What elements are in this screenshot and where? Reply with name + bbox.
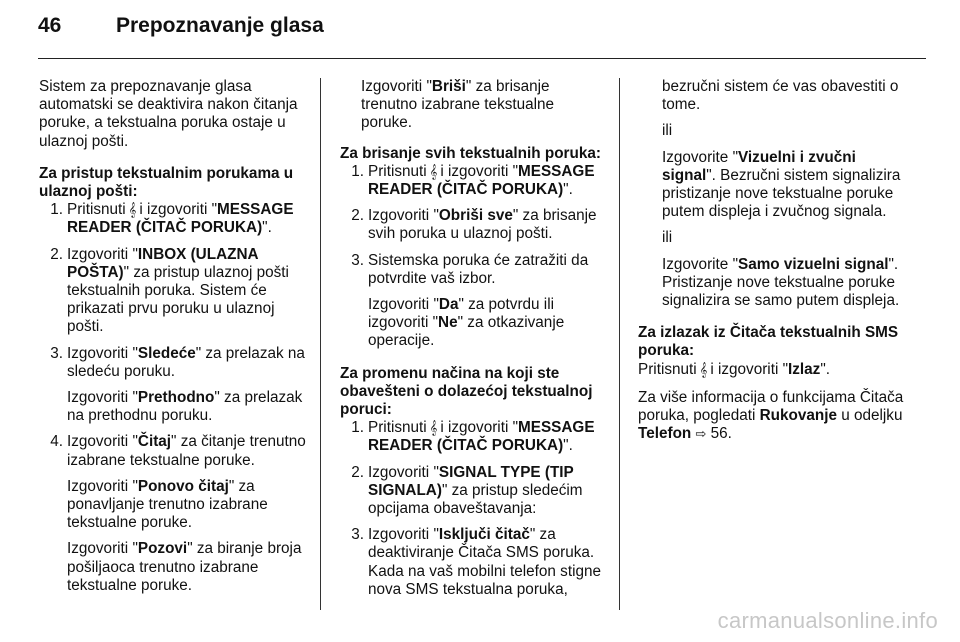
text: i izgovoriti " [710,360,789,378]
item-text [67,201,307,237]
page-number: 46 [38,14,62,37]
text: Izgovoriti " [67,389,138,407]
text: " za pristup ulaznoj pošti tekstualnih poruka. Sistem će prikazati prvu poruku u ulaznoj pošti. [67,263,289,336]
command: Briši [431,78,466,95]
text: ". Pristizanje nove tekstualne poruke signalizira se samo putem displeja. [662,255,900,310]
voice-button-icon: 𝄞 [429,163,438,179]
list-item [39,345,307,426]
item-text [67,345,307,426]
continued-paragraph: bezručni sistem će vas obavestiti o tome. [662,78,899,114]
text: Pritisnuti [368,162,427,180]
list-item [39,201,307,237]
text: Izgovoriti " [368,296,439,314]
item-text [368,419,608,455]
sub-paragraph [340,78,608,133]
command: MESSAGE READER (ČITAČ PORUKA) [368,419,595,455]
text: i izgovoriti " [139,201,218,219]
command: Čitaj [137,433,172,451]
or-separator: ili [662,229,673,247]
sub-paragraph [638,149,906,222]
item-number: 2. [50,245,63,263]
item-number: 3. [351,251,364,269]
text: Za više informacija o funkcijama Čitača poruka, pogledati [638,388,904,425]
text: " za prelazak na prethodnu poruku. [67,389,303,425]
text: " za deaktiviranje Čitača SMS poruka. Kada na vaš mobilni telefon stigne nova SMS tekstualna poruka, [368,526,602,598]
command: Ne [438,314,458,332]
list-item [340,464,608,519]
text: Izgovoriti " [361,78,432,95]
or-separator: ili [662,122,673,140]
page-reference-icon: ⇨ [695,426,707,442]
command: Vizuelni i zvučni signal [662,148,856,184]
text: Sistemska poruka će zatražiti da potvrdite vaš izbor. [368,251,589,287]
sub-paragraph [67,478,307,533]
page-title: Prepoznavanje glasa [116,14,324,37]
item-text [368,464,608,519]
sub-paragraph [638,256,906,311]
text: Izgovoriti " [67,344,138,362]
page-reference[interactable]: 56. [706,425,732,443]
item-text [67,246,307,337]
command: Pozovi [137,540,188,558]
command: Da [438,296,459,314]
section-heading: Za brisanje svih tekstualnih poruka: [340,144,601,162]
text: " za brisanje trenutno izabrane tekstualne poruke. [361,78,555,132]
item-number: 3. [351,526,364,544]
item-number: 4. [50,433,63,451]
reference-link[interactable]: Telefon [638,425,692,443]
text: " za pristup sledećim opcijama obaveštavanja: [368,481,583,518]
sub-paragraph [368,296,608,351]
list-item [340,252,608,351]
column-1 [39,78,307,603]
list-item [39,246,307,337]
item-number: 2. [351,207,364,225]
item-number: 1. [351,162,364,180]
text: Izgovoriti " [67,433,138,451]
section-heading: Za pristup tekstualnim porukama u ulaznoj pošti: [39,164,294,201]
voice-button-icon: 𝄞 [429,420,438,436]
text: Izgovoriti " [67,540,138,558]
command: Ponovo čitaj [137,477,229,495]
list-item [340,526,608,599]
voice-button-icon: 𝄞 [699,361,708,377]
column-3 [638,78,906,453]
text: Izgovoriti " [67,477,138,495]
column-divider [320,78,321,610]
item-text [368,252,608,351]
command: SIGNAL TYPE (TIP SIGNALA) [368,463,574,499]
item-number: 1. [351,419,364,437]
text: " za brisanje svih poruka u ulaznoj pošti. [368,207,597,243]
command: Isključi čitač [438,526,530,544]
text: " za ponavljanje trenutno izabrane tekstualne poruke. [67,477,268,532]
text: ". [563,437,573,455]
text: u odeljku [836,407,903,425]
text: Izgovoriti " [368,207,439,225]
text: i izgovoriti " [440,162,519,180]
intro-paragraph: Sistem za prepoznavanje glasa automatski se deaktivira nakon čitanja poruke, a tekstualna poruka ostaje u ulaznoj pošti. [39,78,298,150]
command: Obriši sve [438,207,513,225]
text: Izgovoriti " [368,526,439,544]
voice-button-icon: 𝄞 [128,202,137,218]
text: " za potvrdu ili izgovoriti " [368,296,555,332]
text: ". [820,360,831,378]
command: MESSAGE READER (ČITAČ PORUKA) [67,201,294,237]
exit-paragraph [638,361,906,379]
text: " za otkazivanje operacije. [368,314,565,350]
list-item [340,163,608,199]
item-text [368,526,608,599]
text: ". [262,219,272,237]
item-number: 1. [50,201,63,219]
reference-link[interactable]: Rukovanje [759,407,837,425]
text: " za prelazak na sledeću poruku. [67,344,305,380]
item-text [368,163,608,199]
sub-paragraph [67,389,307,425]
page-header [38,14,324,48]
section-heading: Za promenu načina na koji ste obavešteni o dolazećoj tekstualnoj poruci: [340,364,593,419]
item-text [368,207,608,243]
command: Sledeće [137,344,196,362]
text: " za čitanje trenutno izabrane tekstualne poruke. [67,433,306,469]
column-2 [340,78,608,607]
text: Izgovorite " [662,255,738,273]
column-divider [619,78,620,610]
command: MESSAGE READER (ČITAČ PORUKA) [368,162,595,199]
sub-paragraph [67,540,307,595]
list-item [340,207,608,243]
text: ". Bezručni sistem signalizira pristizanje nove tekstualne poruke putem displeja i zvučnog signala. [662,166,901,221]
text: Pritisnuti [67,201,126,219]
text: i izgovoriti " [440,419,519,437]
command: Prethodno [137,389,215,407]
item-text [67,433,307,595]
watermark: carmanualsonline.info [717,608,938,633]
command: Samo vizuelni signal [738,255,889,273]
text: Izgovoriti " [67,245,138,263]
command: Izlaz [788,360,821,378]
section-heading: Za izlazak iz Čitača tekstualnih SMS poruka: [638,324,899,360]
text: ". [563,181,573,199]
item-number: 2. [351,463,364,481]
command: INBOX (ULAZNA POŠTA) [67,245,258,281]
more-info-paragraph [638,389,906,444]
header-divider [38,58,926,59]
text: Pritisnuti [638,360,697,378]
text: " za biranje broja pošiljaoca trenutno izabrane tekstualne poruke. [67,540,302,594]
item-number: 3. [50,344,63,362]
list-item [39,433,307,595]
text: Izgovorite " [662,148,738,166]
text: Pritisnuti [368,419,427,437]
text: Izgovoriti " [368,463,439,481]
list-item [340,419,608,455]
